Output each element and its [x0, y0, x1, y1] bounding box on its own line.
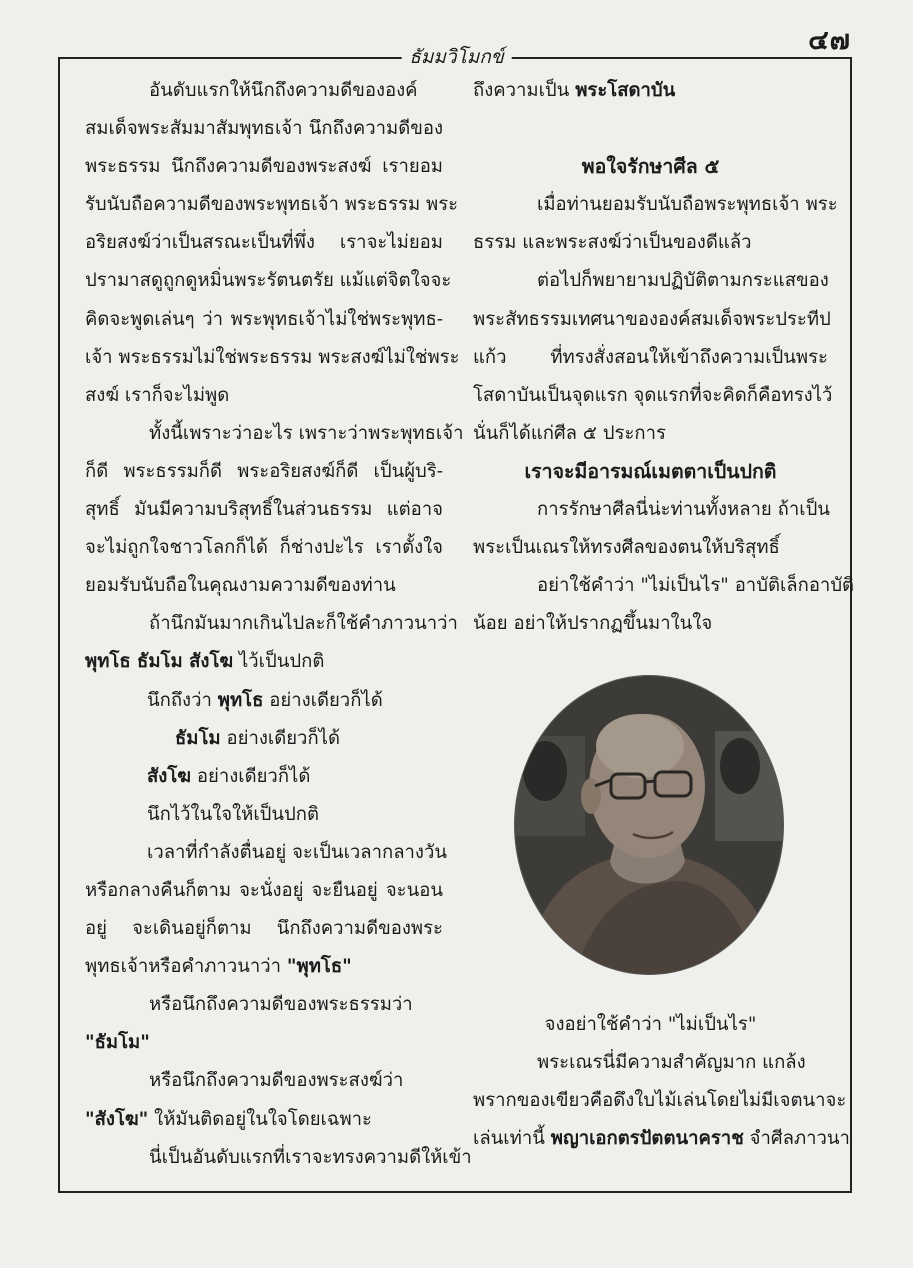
text-line: [473, 453, 828, 491]
text-run: เจ้า พระธรรมไม่ใช่พระธรรม พระสงฆ์ไม่ใช่พระ: [85, 346, 460, 368]
monk-portrait-photo: [515, 676, 783, 974]
text-run: จำศีลภาวนา: [743, 1128, 850, 1150]
text-line: [473, 1044, 828, 1082]
text-line: [473, 110, 828, 148]
text-run: ยอมรับนับถือในคุณงามความดีของท่าน: [85, 575, 396, 597]
text-line: [85, 1139, 472, 1177]
bold-term: พญาเอกตรปัตตนาคราช: [550, 1128, 744, 1150]
text-line: [85, 758, 443, 796]
text-line: [473, 529, 828, 567]
text-run: หรือกลางคืนก็ตาม จะนั่งอยู่ จะยืนอยู่ จะนอน: [85, 879, 443, 901]
text-line: [85, 301, 443, 339]
text-line: [473, 339, 828, 377]
text-line: [85, 796, 443, 834]
text-run: นั่นก็ได้แก่ศีล ๕ ประการ: [473, 422, 666, 444]
text-line: [473, 491, 828, 529]
text-line: [85, 148, 443, 186]
text-run: เวลาที่กำลังตื่นอยู่ จะเป็นเวลากลางวัน: [147, 841, 448, 863]
text-run: พรากของเขียวคือดึงใบไม้เล่นโดยไม่มีเจตนาจะ: [473, 1090, 847, 1112]
text-line: [85, 948, 443, 986]
text-line: [473, 72, 828, 110]
text-line: [85, 1062, 443, 1100]
text-run: ต่อไปก็พยายามปฏิบัติตามกระแสของ: [537, 270, 829, 292]
text-run: หรือนึกถึงความดีของพระสงฆ์ว่า: [149, 1070, 404, 1092]
page-number: ๔๗: [808, 25, 851, 56]
text-line: [473, 567, 855, 605]
text-line: [473, 148, 828, 186]
bold-term: ธัมโม: [175, 727, 221, 749]
bold-term: "สังโฆ": [85, 1108, 149, 1130]
text-run: ถึงความเป็น: [473, 80, 576, 101]
text-run: อริยสงฆ์ว่าเป็นสรณะเป็นที่พึ่ง เราจะไม่ยอม: [85, 232, 443, 254]
text-run: พระเณรนี่มีความสำคัญมาก แกล้ง: [537, 1052, 806, 1074]
text-line: [85, 453, 443, 491]
section-heading: เราจะมีอารมณ์เมตตาเป็นปกติ: [524, 459, 777, 483]
text-run: พุทธเจ้าหรือคำภาวนาว่า: [85, 956, 287, 978]
text-run: รับนับถือความดีของพระพุทธเจ้า พระธรรม พระ: [85, 194, 459, 216]
text-run: แก้ว ที่ทรงสั่งสอนให้เข้าถึงความเป็นพระ: [473, 346, 828, 368]
text-line: [85, 986, 443, 1024]
text-run: ถ้านึกมันมากเกินไปละก็ใช้คำภาวนาว่า: [149, 613, 458, 635]
bold-term: พุทโธ: [217, 689, 264, 711]
text-line: [85, 110, 443, 148]
text-line: [473, 377, 833, 415]
section-heading: พอใจรักษาศีล ๕: [581, 155, 720, 179]
text-line: [85, 720, 443, 758]
text-run: ทั้งนี้เพราะว่าอะไร เพราะว่าพระพุทธเจ้า: [149, 422, 464, 444]
bold-term: "ธัมโม": [85, 1032, 150, 1054]
text-line: [85, 72, 443, 110]
text-run: หรือนึกถึงความดีของพระธรรมว่า: [149, 994, 413, 1016]
text-run: น้อย อย่าให้ปรากฏขึ้นมาในใจ: [473, 613, 713, 635]
bold-term: "พุทโธ": [286, 956, 352, 978]
monk-portrait-image: [515, 676, 783, 974]
text-line: [85, 910, 443, 948]
text-run: นี่เป็นอันดับแรกที่เราจะทรงความดีให้เข้า: [149, 1146, 472, 1168]
right-column: [473, 72, 855, 643]
text-run: โสดาบันเป็นจุดแรก จุดแรกที่จะคิดก็คือทรงไว้: [473, 384, 833, 406]
bold-term: พุทโธ ธัมโม สังโฆ: [85, 651, 234, 673]
text-run: ก็ดี พระธรรมก็ดี พระอริยสงฆ์ก็ดี เป็นผู้บริ-: [85, 460, 443, 482]
text-run: ธรรม และพระสงฆ์ว่าเป็นของดีแล้ว: [473, 232, 752, 254]
text-run: สุทธิ์ มันมีความบริสุทธิ์ในส่วนธรรม แต่อาจ: [85, 499, 443, 521]
text-run: อันดับแรกให้นึกถึงความดีขององค์: [149, 80, 418, 101]
text-run: การรักษาศีลนี่น่ะท่านทั้งหลาย ถ้าเป็น: [537, 499, 830, 521]
left-column: [85, 72, 472, 1177]
running-header: ธัมมวิโมกข์: [401, 43, 512, 71]
text-run: อย่างเดียวก็ได้: [191, 765, 311, 787]
text-run: เมื่อท่านยอมรับนับถือพระพุทธเจ้า พระ: [537, 194, 838, 216]
text-run: สงฆ์ เราก็จะไม่พูด: [85, 384, 230, 406]
text-line: [85, 491, 443, 529]
bold-term: สังโฆ: [147, 765, 191, 787]
text-line: [85, 224, 443, 262]
text-run: อย่างเดียวก็ได้: [220, 727, 340, 749]
text-line: [85, 1101, 443, 1139]
text-line: [473, 186, 838, 224]
text-run: อยู่ จะเดินอยู่ก็ตาม นึกถึงความดีของพระ: [85, 918, 443, 940]
text-run: ไว้เป็นปกติ: [233, 651, 325, 673]
text-run: สมเด็จพระสัมมาสัมพุทธเจ้า นึกถึงความดีของ: [85, 118, 443, 140]
text-line: [473, 1006, 828, 1044]
text-line: [473, 605, 828, 643]
text-line: [473, 224, 828, 262]
text-run: พระธรรม นึกถึงความดีของพระสงฆ์ เรายอม: [85, 156, 443, 178]
text-line: [85, 643, 443, 681]
text-line: [85, 872, 443, 910]
text-run: นึกไว้ในใจให้เป็นปกติ: [147, 803, 319, 825]
text-line: [85, 567, 443, 605]
text-line: [85, 1024, 443, 1062]
text-run: อย่างเดียวก็ได้: [263, 689, 383, 711]
text-line: [85, 339, 460, 377]
text-run: ให้มันติดอยู่ในใจโดยเฉพาะ: [148, 1108, 372, 1130]
text-run: พระสัทธรรมเทศนาขององค์สมเด็จพระประทีป: [473, 308, 831, 330]
text-run: จงอย่าใช้คำว่า "ไม่เป็นไร": [544, 1014, 757, 1035]
text-run: อย่าใช้คำว่า "ไม่เป็นไร" อาบัติเล็กอาบัติ: [537, 575, 855, 597]
text-line: [473, 415, 828, 453]
text-run: ปรามาสดูถูกดูหมิ่นพระรัตนตรัย แม้แต่จิตใจจะ: [85, 270, 452, 292]
text-run: คิดจะพูดเล่นๆ ว่า พระพุทธเจ้าไม่ใช่พระพุทธ-: [85, 308, 443, 330]
text-line: [85, 682, 443, 720]
text-line: [473, 301, 831, 339]
text-line: [473, 1082, 847, 1120]
text-line: [85, 262, 452, 300]
text-line: [85, 605, 458, 643]
right-column-bottom: [473, 1006, 850, 1158]
text-line: [85, 834, 448, 872]
bold-term: พระโสดาบัน: [575, 80, 676, 101]
text-run: เล่นเท่านี้: [473, 1128, 551, 1150]
text-run: พระเป็นเณรให้ทรงศีลของตนให้บริสุทธิ์: [473, 537, 780, 559]
text-line: [85, 377, 443, 415]
text-line: [473, 262, 828, 300]
text-line: [85, 186, 459, 224]
text-run: จะไม่ถูกใจชาวโลกก็ได้ ก็ช่างปะไร เราตั้งใจ: [85, 537, 443, 559]
text-run: นึกถึงว่า: [147, 689, 218, 711]
text-line: [85, 415, 464, 453]
text-line: [85, 529, 443, 567]
text-line: [473, 1120, 850, 1158]
